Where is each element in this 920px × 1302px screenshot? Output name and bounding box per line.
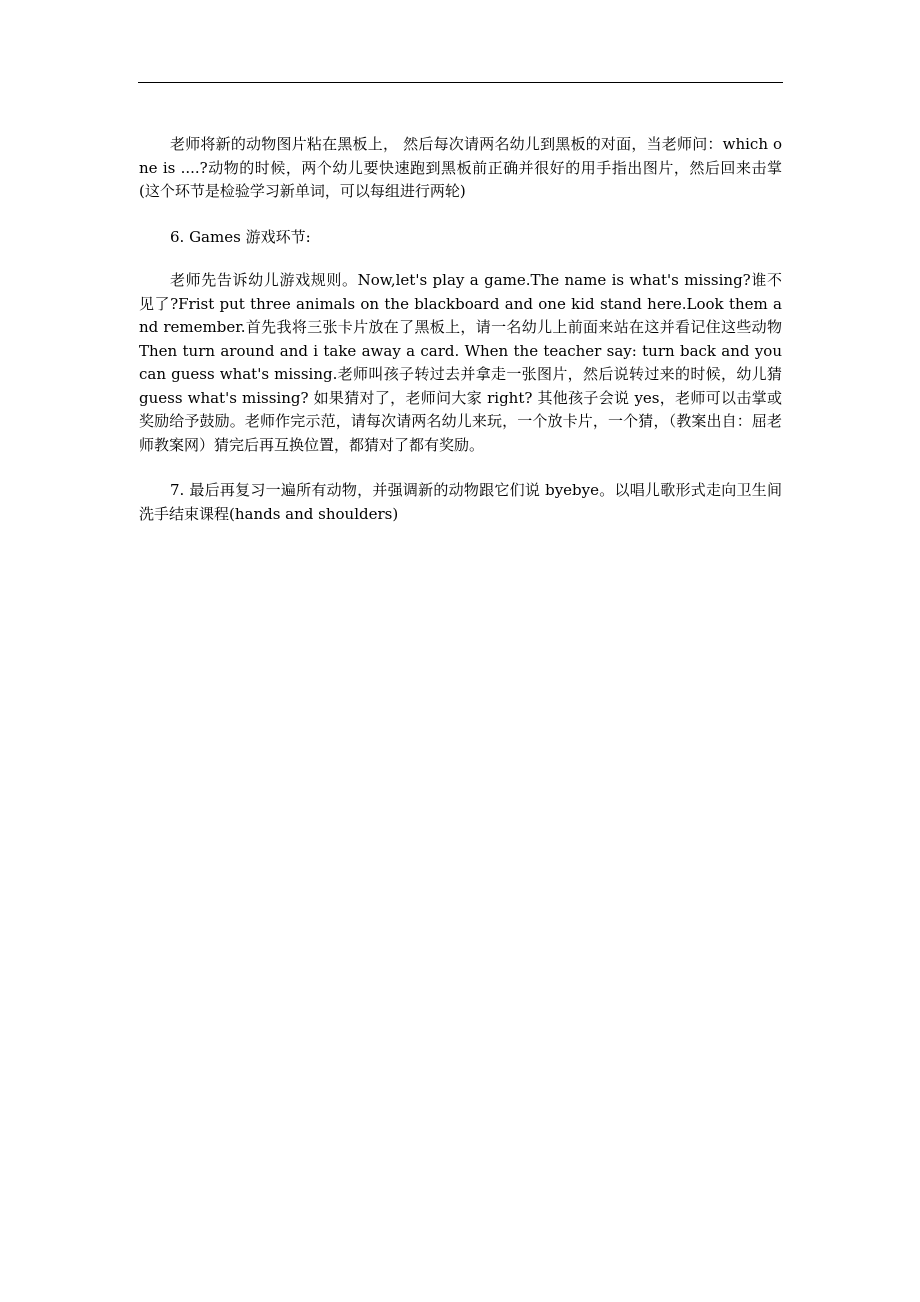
paragraph-game-rules: 老师先告诉幼儿游戏规则。Now,let's play a game.The name is what's missing?谁不见了?Frist put three animals on the blackboard and one kid stand here.Look them and remember.首先我将三张卡片放在了黑板上，请一名幼儿上前面来站在这并看记住这些动物 Then turn around and i take away a card. When the teacher say: turn back and you can guess what's missing.老师叫孩子转过去并拿走一张图片，然后说转过来的时候，幼儿猜 guess what's missing? 如果猜对了，老师问大家 right? 其他孩子会说 yes，老师可以击掌或奖励给予鼓励。老师作完示范，请每次请两名幼儿来玩，一个放卡片，一个猜，（教案出自：屈老师教案网）猜完后再互换位置，都猜对了都有奖励。 [139, 271, 782, 454]
paragraph-review-closing: 7. 最后再复习一遍所有动物，并强调新的动物跟它们说 byebye。以唱儿歌形式走向卫生间洗手结束课程(hands and shoulders) [139, 481, 782, 523]
document-body [139, 133, 782, 548]
section-heading-games: 6. Games 游戏环节: [170, 227, 311, 246]
header-rule [138, 82, 783, 83]
paragraph-activity-pointing: 老师将新的动物图片粘在黑板上， 然后每次请两名幼儿到黑板的对面，当老师问：which one is ....?动物的时候，两个幼儿要快速跑到黑板前正确并很好的用手指出图片，然后回来击掌(这个环节是检验学习新单词，可以每组进行两轮) [139, 135, 782, 200]
